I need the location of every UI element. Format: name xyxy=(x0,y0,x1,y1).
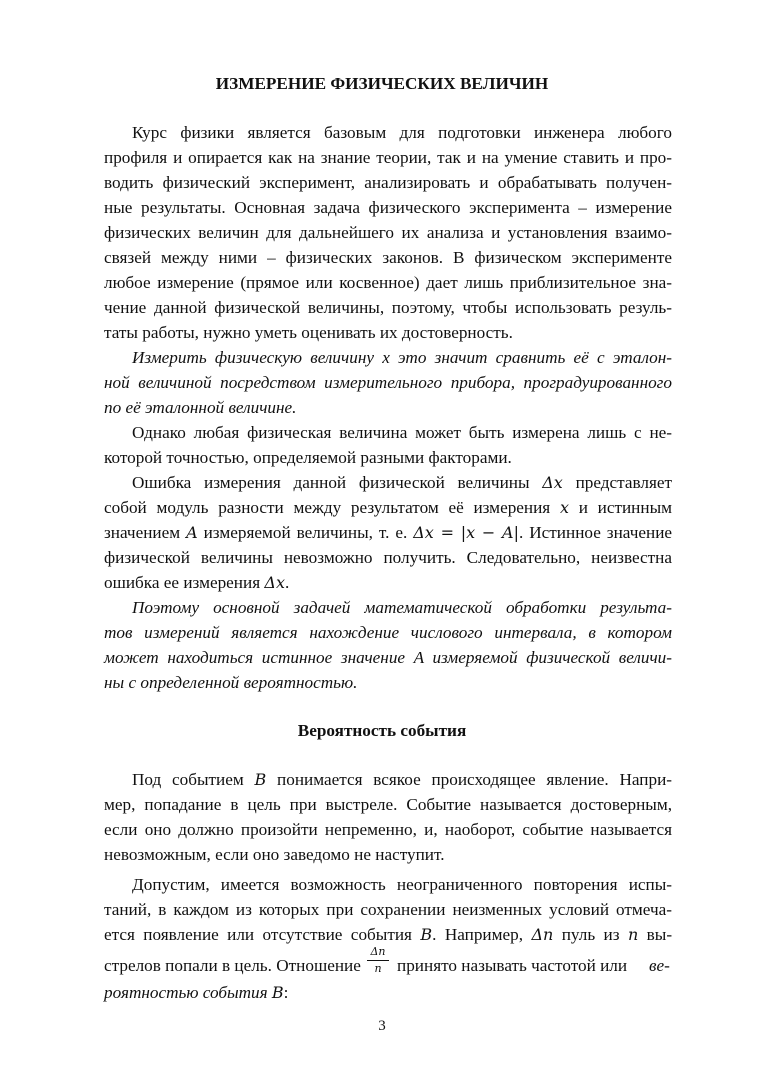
text-line: собой модуль разности между результатом её измерения x и истинным xyxy=(104,498,673,517)
text-line: роятностью события B: xyxy=(104,983,289,1002)
text-line: физической величины невозможно получить. Следовательно, неизвестна xyxy=(104,548,672,567)
text-line: таты работы, нужно уметь оценивать их достоверность. xyxy=(104,323,513,342)
text-line: Измерить физическую величину x это значит сравнить её с эталон- xyxy=(132,348,672,367)
text-line: ные результаты. Основная задача физического эксперимента – измерение xyxy=(104,198,672,217)
math-b: B xyxy=(271,983,284,1002)
text-line: если оно должно произойти непременно, и, наоборот, событие называется xyxy=(104,820,672,839)
math-b: B xyxy=(254,770,267,789)
math-a: A xyxy=(186,523,198,542)
page-title: ИЗМЕРЕНИЕ ФИЗИЧЕСКИХ ВЕЛИЧИН xyxy=(215,74,549,93)
text-line: ется появление или отсутствие события B. Например, Δn пуль из n вы- xyxy=(104,925,673,944)
section-heading: Вероятность события xyxy=(297,721,467,740)
fraction-bar xyxy=(367,960,389,961)
text-line: по её эталонной величине. xyxy=(104,398,297,417)
text-line: стрелов попали в цель. Отношение xyxy=(104,956,361,975)
text-line: водить физический эксперимент, анализировать и обрабатывать получен- xyxy=(104,173,672,192)
text-line: таний, в каждом из которых при сохранении неизменных условий отмеча- xyxy=(104,900,672,919)
text-line: невозможным, если оно заведомо не наступит. xyxy=(104,845,445,864)
text-line: связей между ними – физических законов. В физическом эксперименте xyxy=(104,248,672,267)
fraction-numerator: Δn xyxy=(370,945,386,958)
text-line: Поэтому основной задачей математической обработки результа- xyxy=(132,598,672,617)
text-line: Допустим, имеется возможность неограниченного повторения испы- xyxy=(132,875,672,894)
text-line: ны с определенной вероятностью. xyxy=(104,673,358,692)
text-line: ной величиной посредством измерительного прибора, проградуированного xyxy=(104,373,672,392)
text-line: мер, попадание в цель при выстреле. Событие называется достоверным, xyxy=(104,795,672,814)
math-delta-n: Δn xyxy=(531,925,554,944)
math-error-formula: Δx = |x − A| xyxy=(413,523,519,542)
text-line: Курс физики является базовым для подготовки инженера любого xyxy=(132,123,672,142)
math-n: n xyxy=(627,925,639,944)
page-number: 3 xyxy=(378,1018,386,1034)
text-line: ве- xyxy=(649,956,670,975)
text-line: любое измерение (прямое или косвенное) дает лишь приблизительное зна- xyxy=(104,273,672,292)
text-line: физических величин для дальнейшего их анализа и установления взаимо- xyxy=(104,223,672,242)
text-line: принято называть частотой или xyxy=(397,956,628,975)
text-line: ошибка ее измерения Δx. xyxy=(104,573,290,592)
math-b: B xyxy=(420,925,433,944)
math-delta-x: Δx xyxy=(542,473,563,492)
math-x: x xyxy=(559,498,569,517)
text-line: значением A измеряемой величины, т. е. Δx = |x − A|. Истинное значение xyxy=(104,523,673,542)
text-line: профиля и опирается как на знание теории, так и на умение ставить и про- xyxy=(104,148,672,167)
text-line: тов измерений является нахождение числового интервала, в котором xyxy=(104,623,672,642)
math-delta-x: Δx xyxy=(264,573,285,592)
text-line: Ошибка измерения данной физической величины Δx представляет xyxy=(132,473,672,492)
text-line: может находиться истинное значение A измеряемой физической величи- xyxy=(104,648,672,667)
fraction-denominator: n xyxy=(374,962,382,975)
text-line: Однако любая физическая величина может быть измерена лишь с не- xyxy=(132,423,672,442)
text-line: чение данной физической величины, поэтому, чтобы использовать резуль- xyxy=(104,298,672,317)
text-line: которой точностью, определяемой разными факторами. xyxy=(104,448,512,467)
text-line: Под событием B понимается всякое происходящее явление. Напри- xyxy=(132,770,673,789)
